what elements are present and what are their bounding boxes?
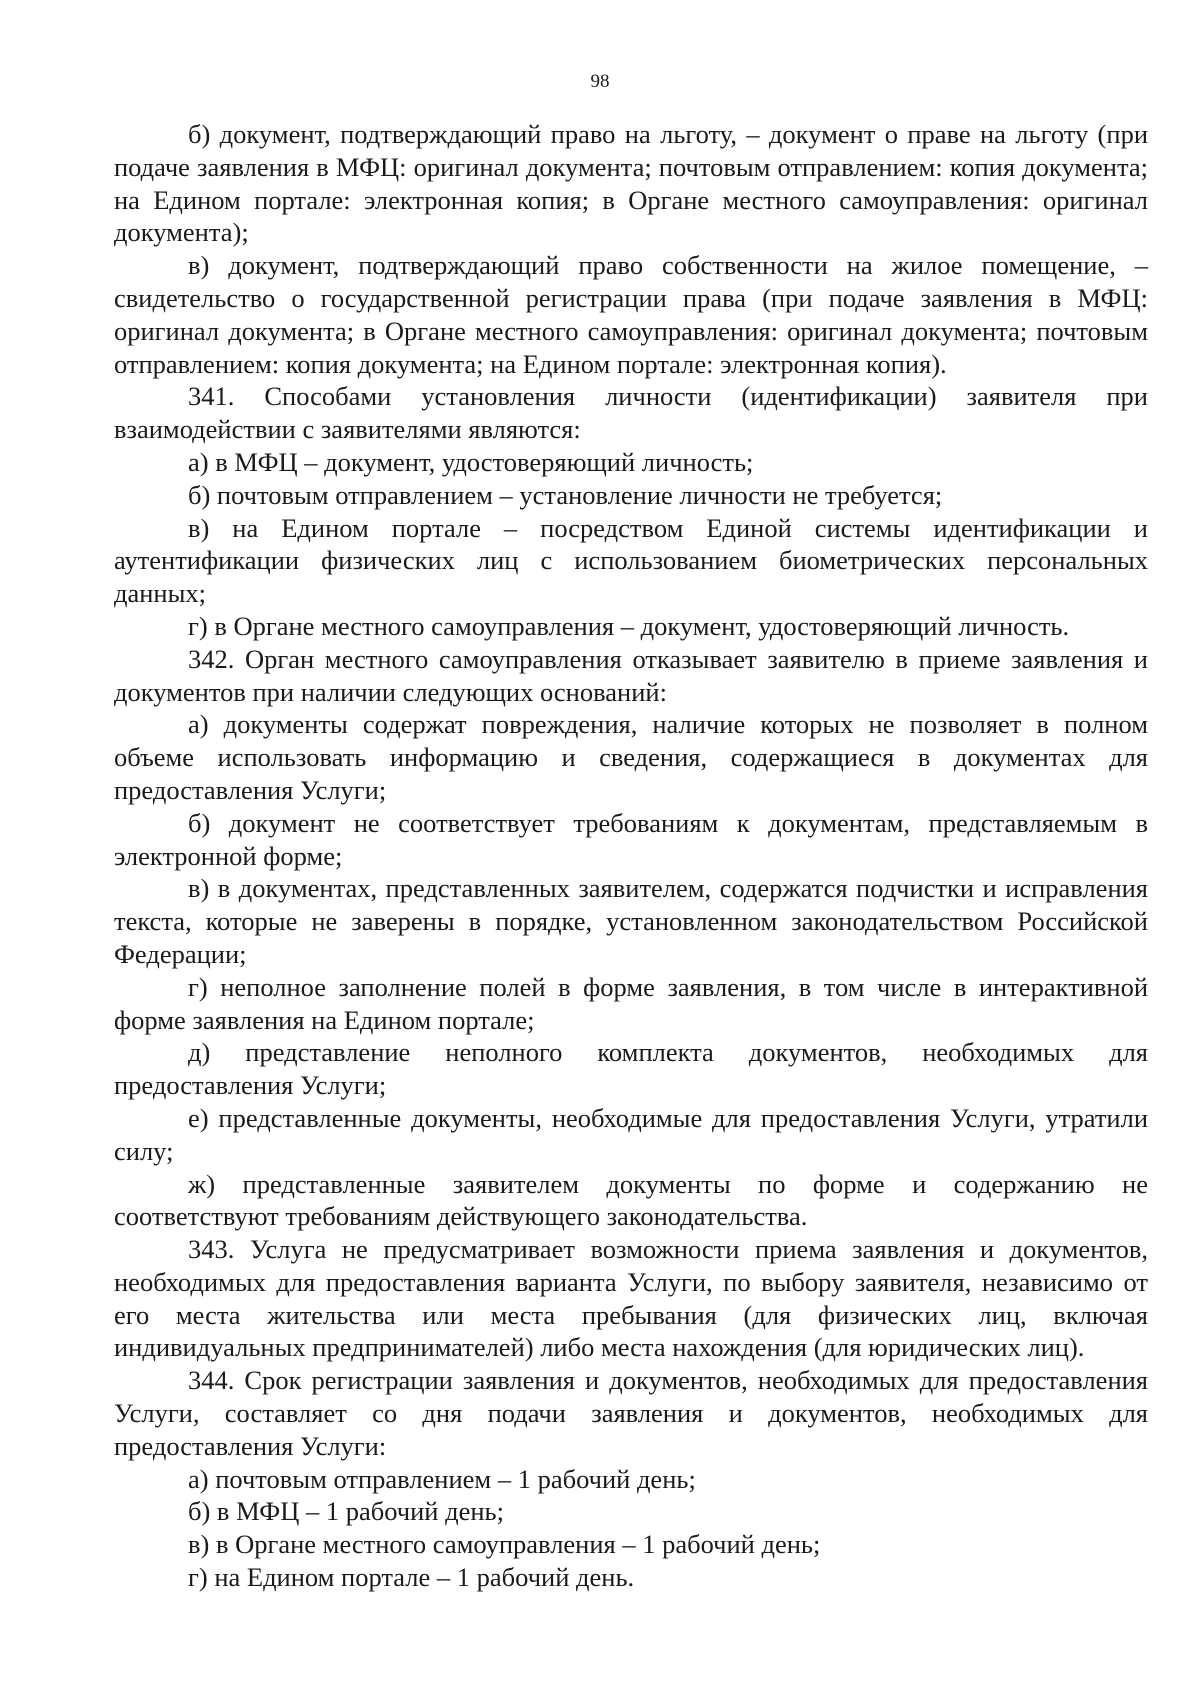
paragraph: 342. Орган местного самоуправления отказывает заявителю в приеме заявления и документов при наличии следующих оснований: [114,643,1148,707]
paragraph: в) в документах, представленных заявителем, содержатся подчистки и исправления текста, которые не заверены в порядке, установленном законодательством Российской Федерации; [114,873,1148,969]
paragraph: г) на Едином портале – 1 рабочий день. [188,1562,635,1593]
paragraph: а) документы содержат повреждения, наличие которых не позволяет в полном объеме использовать информацию и сведения, содержащиеся в документах для предоставления Услуги; [114,709,1148,805]
paragraph: 343. Услуга не предусматривает возможности приема заявления и документов, необходимых для предоставления варианта Услуги, по выбору заявителя, независимо от его места жительства или места пребывания (для физических лиц, включая индивидуальных предпринимателей) либо места нахождения (для юридических лиц). [114,1234,1148,1363]
paragraph: в) в Органе местного самоуправления – 1 рабочий день; [188,1529,821,1560]
paragraph: в) на Едином портале – посредством Единой системы идентификации и аутентификации физических лиц с использованием биометрических персональных данных; [114,512,1148,609]
paragraph: б) документ, подтверждающий право на льготу, – документ о праве на льготу (при подаче заявления в МФЦ: оригинал документа; почтовым отправлением: копия документа; на Едином портале: электронная копия; в Органе местного самоуправления: оригинал документа); [114,119,1148,248]
paragraph: б) документ не соответствует требованиям к документам, представляемым в электронной форме; [114,807,1148,871]
paragraph: б) в МФЦ – 1 рабочий день; [188,1496,504,1527]
paragraph: а) в МФЦ – документ, удостоверяющий личность; [188,446,754,477]
paragraph: ж) представленные заявителем документы по форме и содержанию не соответствуют требованиям действующего законодательства. [114,1168,1148,1232]
paragraph: а) почтовым отправлением – 1 рабочий день; [188,1463,696,1494]
paragraph: в) документ, подтверждающий право собственности на жилое помещение, – свидетельство о государственной регистрации права (при подаче заявления в МФЦ: оригинал документа; в Органе местного самоуправления: оригинал документа; почтовым отправлением: копия документа; на Едином портале: электронная копия). [114,250,1148,379]
paragraph: е) представленные документы, необходимые для предоставления Услуги, утратили силу; [114,1102,1148,1166]
paragraph: 344. Срок регистрации заявления и документов, необходимых для предоставления Услуги, составляет со дня подачи заявления и документов, необходимых для предоставления Услуги: [114,1365,1148,1461]
page-number: 98 [590,71,610,92]
paragraph: 341. Способами установления личности (идентификации) заявителя при взаимодействии с заявителями являются: [114,381,1148,445]
paragraph: г) в Органе местного самоуправления – документ, удостоверяющий личность. [188,610,1070,641]
paragraph: б) почтовым отправлением – установление личности не требуется; [188,479,943,510]
paragraph: г) неполное заполнение полей в форме заявления, в том числе в интерактивной форме заявления на Едином портале; [114,971,1148,1035]
paragraph: д) представление неполного комплекта документов, необходимых для предоставления Услуги; [114,1037,1148,1101]
document-body [114,118,1148,1594]
